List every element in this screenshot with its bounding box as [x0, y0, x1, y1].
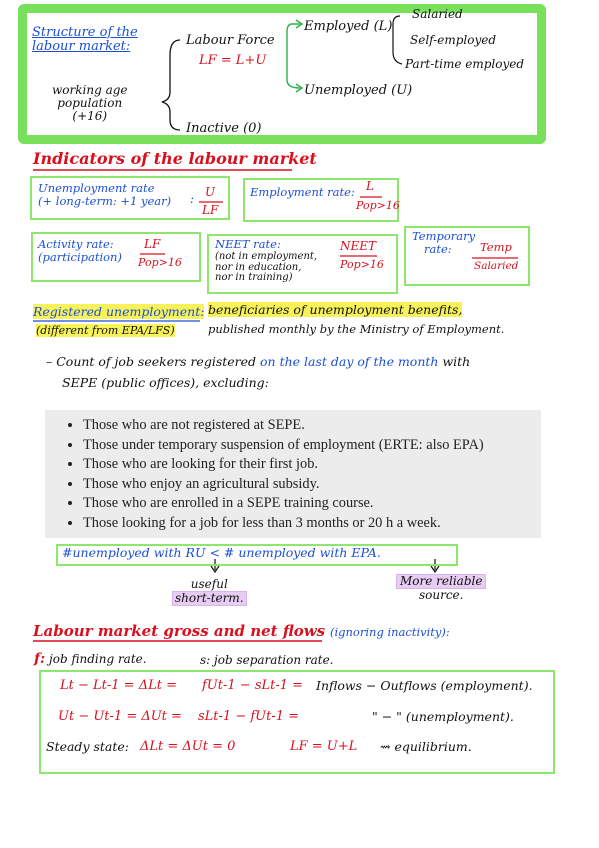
unemployment-rate-numerator: U: [205, 185, 216, 199]
exclusion-item: • Those under temporary suspension of employment (ERTE: also EPA): [83, 436, 541, 456]
exclusion-item: • Those who are enrolled in a SEPE training course.: [83, 494, 541, 514]
steady-state-result: ⇝ equilibrium.: [380, 739, 472, 754]
employment-rate-numerator: L: [366, 179, 374, 193]
unemployment-rate-equals: :: [190, 192, 195, 206]
activity-rate-numerator: LF: [144, 237, 161, 251]
job-separation-rate: s: job separation rate.: [200, 653, 334, 667]
salaried-label: Salaried: [412, 7, 463, 21]
employment-rate-label: Employment rate:: [250, 185, 355, 199]
exclusions-list: [45, 410, 541, 534]
neet-rate-denominator: Pop>16: [340, 258, 384, 271]
count-line1: – Count of job seekers registered on the last day of the month with: [46, 354, 471, 369]
eq2-middle: sLt-1 − fUt-1 =: [198, 709, 300, 724]
temporary-rate-numerator: Temp: [480, 240, 512, 254]
steady-state-equation: ΔLt = ΔUt = 0: [140, 739, 236, 754]
unemployment-rate-label: Unemployment rate (+ long-term: +1 year): [38, 181, 172, 208]
neet-rate-description: (not in employment, nor in education, nor in training): [215, 251, 318, 283]
eq1-middle: fUt-1 − sLt-1 =: [202, 678, 304, 693]
working-age-population: working age population (+16): [52, 83, 128, 124]
exclusion-item: • Those who are looking for their first job.: [83, 455, 541, 475]
exclusions-panel: [45, 410, 541, 538]
exclusion-item: • Those looking for a job for less than 3 months or 20 h a week.: [83, 514, 541, 534]
steady-state-lf: LF = U+L: [290, 739, 358, 754]
flows-ignoring-note: (ignoring inactivity):: [330, 625, 450, 639]
self-employed-label: Self-employed: [410, 33, 497, 47]
labour-force-label: Labour Force: [186, 33, 275, 48]
activity-rate-label: Activity rate: (participation): [38, 237, 122, 264]
eq1-right: Inflows − Outflows (employment).: [316, 678, 533, 693]
temporary-rate-label: Temporary rate:: [412, 229, 476, 256]
activity-rate-denominator: Pop>16: [138, 256, 182, 269]
inactive-label: Inactive (0): [186, 121, 262, 136]
job-finding-rate: f: job finding rate.: [34, 651, 147, 667]
part-time-label: Part-time employed: [405, 57, 525, 71]
neet-rate-numerator: NEET: [340, 239, 377, 253]
temporary-rate-denominator: Salaried: [474, 260, 519, 272]
employed-label: Employed (L): [304, 19, 393, 34]
useful-note: useful short-term.: [172, 578, 247, 606]
flows-heading: Labour market gross and net flows: [33, 622, 326, 640]
registered-definition-line2: published monthly by the Ministry of Employment.: [208, 322, 505, 336]
neet-rate-title: NEET rate:: [215, 237, 281, 251]
lf-formula: LF = L+U: [199, 53, 267, 68]
eq2-right: " − " (unemployment).: [372, 709, 514, 724]
unemployed-label: Unemployed (U): [304, 83, 413, 98]
employment-rate-denominator: Pop>16: [356, 199, 400, 212]
exclusion-item: • Those who enjoy an agricultural subsidy.: [83, 475, 541, 495]
structure-title: Structure of the labour market:: [32, 25, 138, 55]
indicators-heading: Indicators of the labour market: [33, 149, 317, 168]
count-line2: SEPE (public offices), excluding:: [62, 375, 269, 390]
registered-unemployment-label: Registered unemployment:: [33, 304, 205, 319]
eq1-left: Lt − Lt-1 = ΔLt =: [60, 678, 177, 693]
registered-diff-note: (different from EPA/LFS): [36, 324, 175, 337]
reliable-note: More reliable source.: [396, 574, 486, 602]
eq2-left: Ut − Ut-1 = ΔUt =: [58, 709, 182, 724]
registered-definition-line1: beneficiaries of unemployment benefits,: [208, 302, 463, 317]
exclusion-item: • Those who are not registered at SEPE.: [83, 416, 541, 436]
unemployment-rate-denominator: LF: [202, 203, 219, 217]
comparison-statement: #unemployed with RU < # unemployed with EPA.: [62, 545, 381, 560]
steady-state-label: Steady state:: [46, 739, 129, 754]
